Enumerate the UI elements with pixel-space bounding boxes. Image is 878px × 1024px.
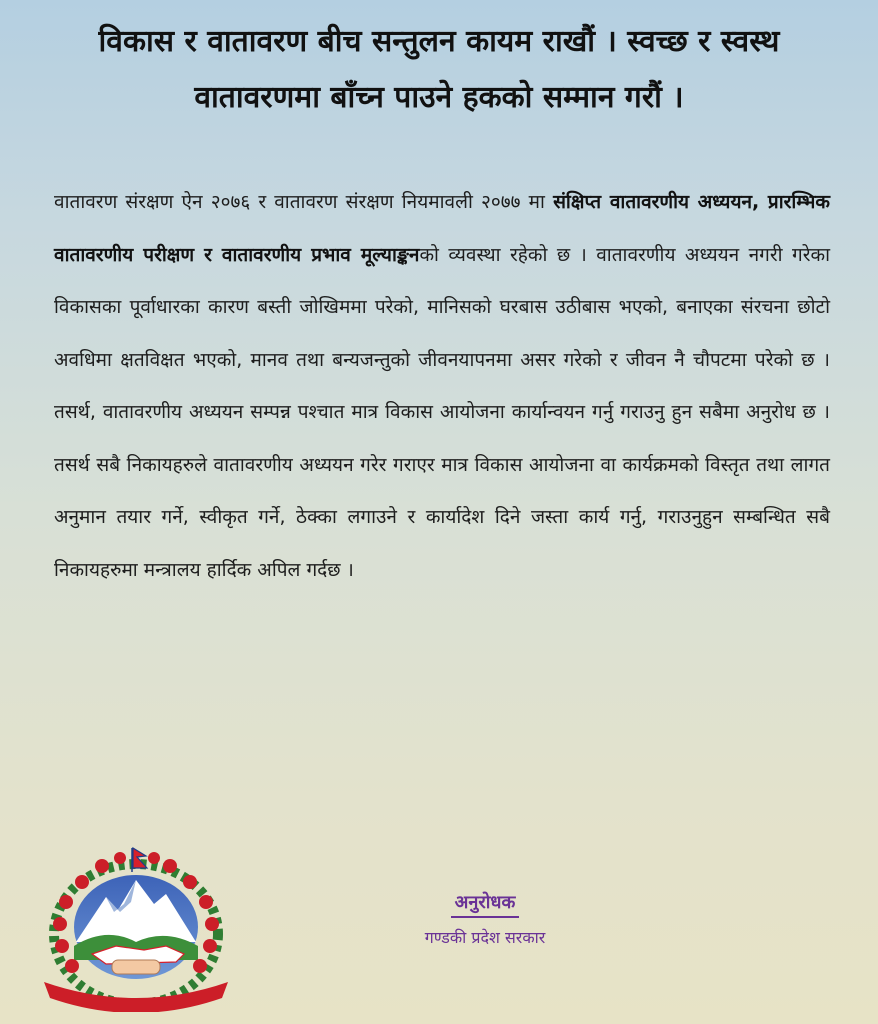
- body-rest: को व्यवस्था रहेको छ । वातावरणीय अध्ययन नगरी गरेका विकासका पूर्वाधारका कारण बस्ती जोखिममा परेको, मानिसको घरबास उठीबास भएको, बनाएका संरचना छोटो अवधिमा क्षतविक्षत भएको, मानव तथा बन्यजन्तुको जीवनयापनमा असर गरेको र जीवन नै चौपटमा परेको छ । तसर्थ, वातावरणीय अध्ययन सम्पन्न पश्चात मात्र विकास आयोजना कार्यान्वयन गर्नु गराउनु हुन सबैमा अनुरोध छ । तसर्थ सबै निकायहरुले वातावरणीय अध्ययन गरेर गराएर मात्र विकास आयोजना वा कार्यक्रमको विस्तृत तथा लागत अनुमान तयार गर्ने, स्वीकृत गर्ने, ठेक्का लगाउने र कार्यादेश दिने जस्ता कार्य गर्नु, गराउनुहुन सम्बन्धित सबै निकायहरुमा मन्त्रालय हार्दिक अपिल गर्दछ ।: [54, 243, 830, 581]
- signature-block: [390, 890, 580, 952]
- signature-organization: गण्डकी प्रदेश सरकार: [424, 928, 546, 947]
- headline-line-2: वातावरणमा बाँच्न पाउने हकको सम्मान गरौं ।: [194, 80, 684, 115]
- headline-line-1: विकास र वातावरण बीच सन्तुलन कायम राखौं । स्वच्छ र स्वस्थ: [98, 24, 780, 59]
- body-intro: वातावरण संरक्षण ऐन २०७६ र वातावरण संरक्षण नियमावली २०७७ मा: [54, 191, 554, 213]
- body-bold-terms: संक्षिप्त वातावरणीय अध्ययन, प्रारम्भिक वातावरणीय परीक्षण र वातावरणीय प्रभाव मूल्याङ्कन: [54, 191, 831, 266]
- nepal-emblem-icon: [36, 842, 236, 1012]
- signature-title: अनुरोधक: [451, 890, 520, 918]
- notice-body: [54, 176, 830, 596]
- headline: [20, 14, 858, 126]
